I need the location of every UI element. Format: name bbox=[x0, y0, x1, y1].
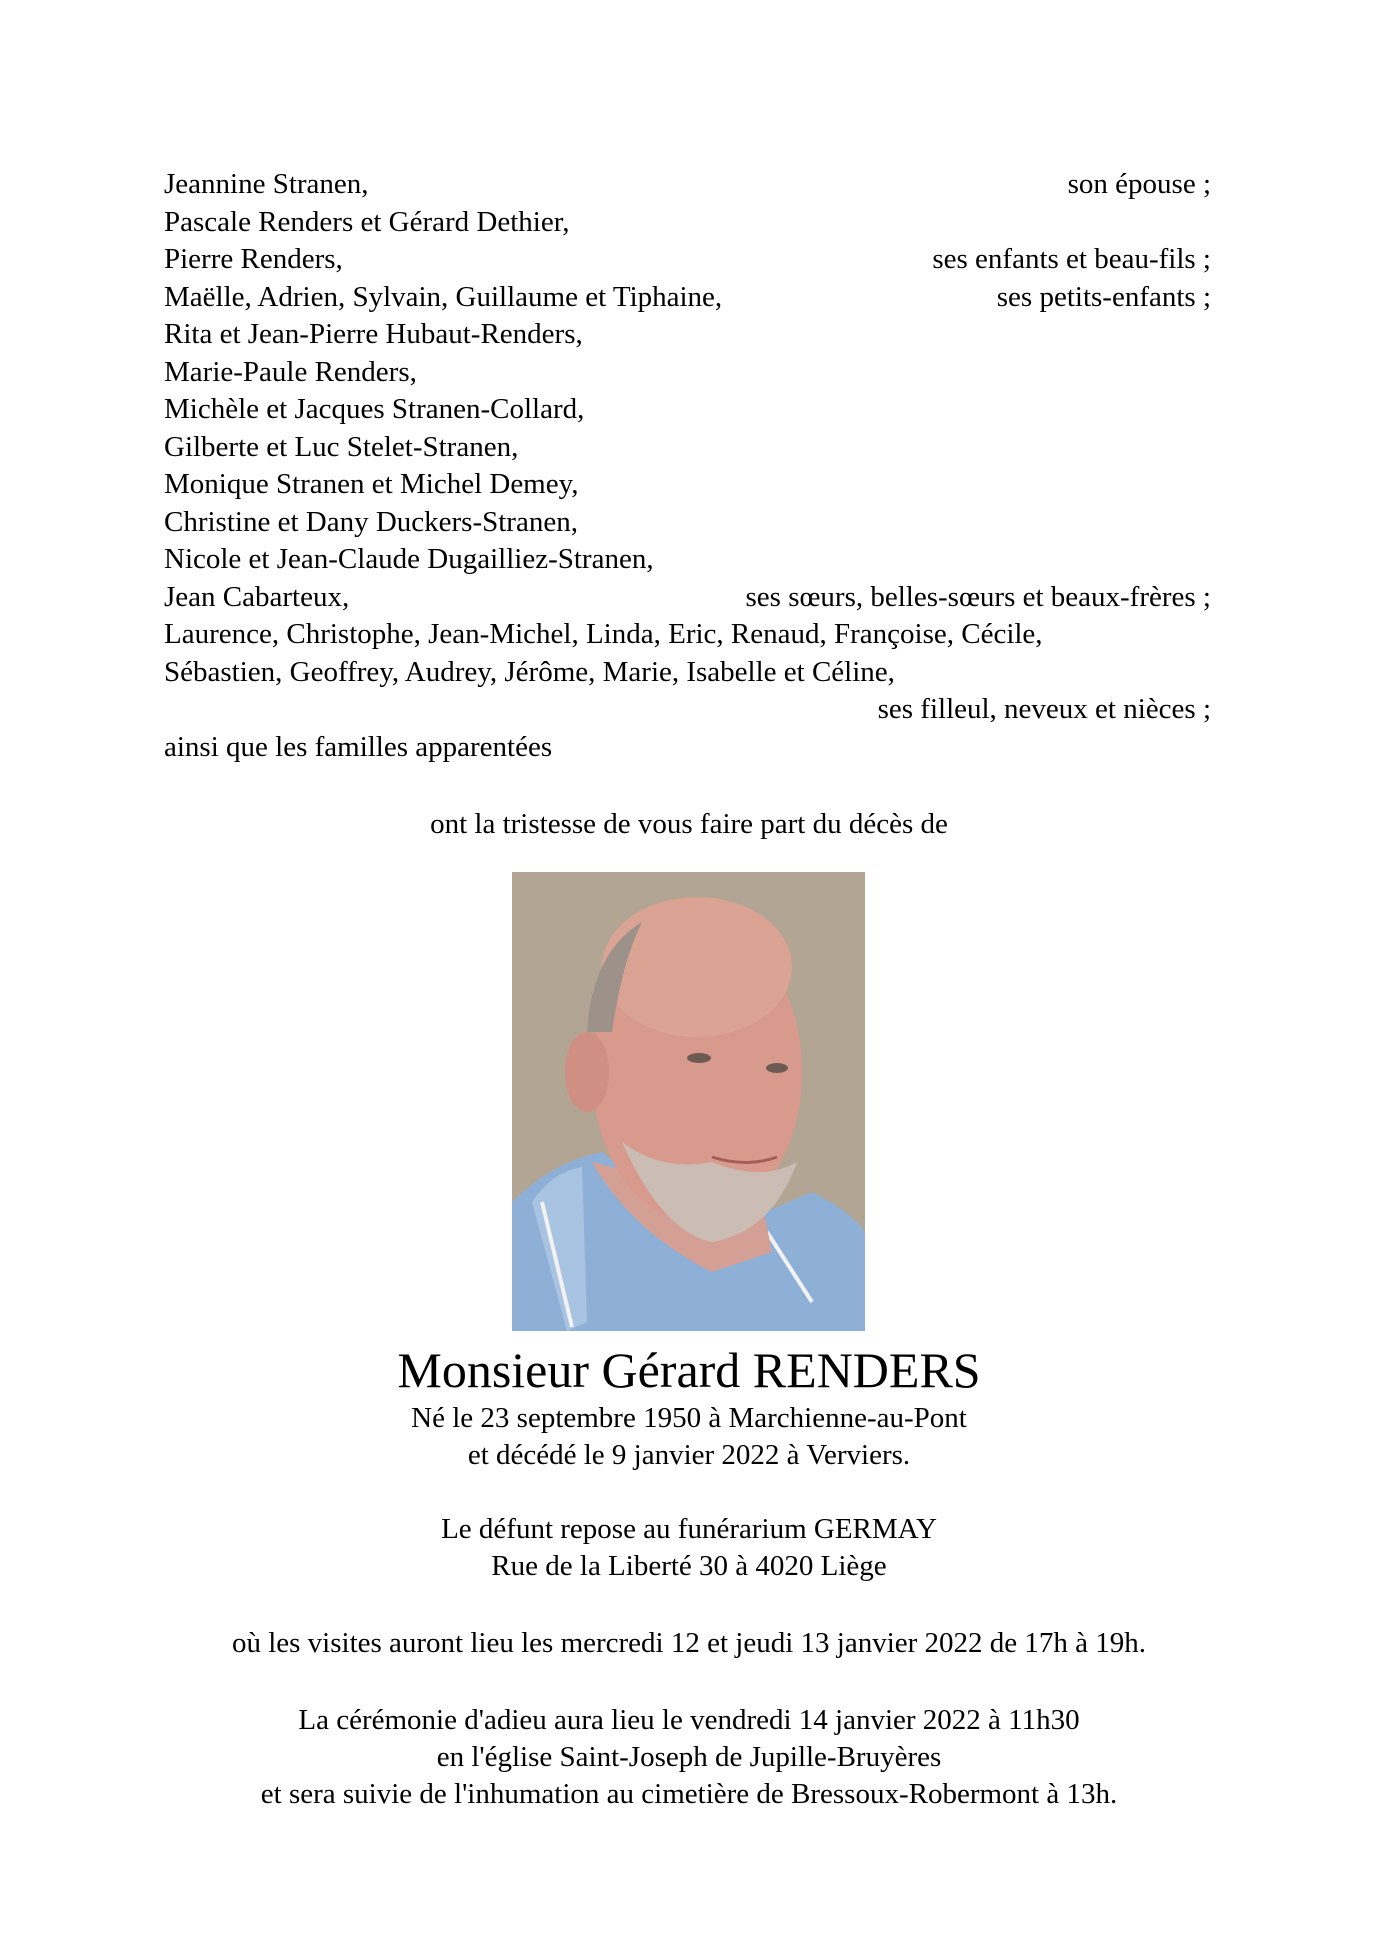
family-row bbox=[164, 429, 1211, 467]
family-row bbox=[164, 354, 1211, 392]
death-info: et décédé le 9 janvier 2022 à Verviers. bbox=[467, 1439, 911, 1471]
family-names: Michèle et Jacques Stranen-Collard, bbox=[164, 393, 585, 425]
family-relation: ses enfants et beau-fils ; bbox=[932, 243, 1211, 275]
funerarium-name: Le défunt repose au funérarium GERMAY bbox=[441, 1513, 937, 1545]
deceased-name: Monsieur Gérard RENDERS bbox=[397, 1342, 981, 1398]
birth-info: Né le 23 septembre 1950 à Marchienne-au-Pont bbox=[411, 1402, 967, 1434]
family-names: Gilberte et Luc Stelet-Stranen, bbox=[164, 430, 519, 463]
family-relation: ses filleul, neveux et nièces ; bbox=[877, 693, 1211, 725]
family-names: Monique Stranen et Michel Demey, bbox=[164, 468, 579, 500]
family-names: ainsi que les familles apparentées bbox=[164, 730, 553, 763]
family-row bbox=[164, 204, 1211, 242]
ceremony-line-1: La cérémonie d'adieu aura lieu le vendredi 14 janvier 2022 à 11h30 bbox=[298, 1704, 1080, 1736]
portrait-illustration bbox=[512, 872, 865, 1331]
family-row bbox=[164, 391, 1211, 429]
family-row bbox=[164, 541, 1211, 579]
family-row bbox=[164, 241, 1211, 279]
family-names: Marie-Paule Renders, bbox=[164, 355, 417, 388]
family-row bbox=[164, 616, 1211, 654]
family-names: Maëlle, Adrien, Sylvain, Guillaume et Tiphaine, bbox=[164, 280, 723, 313]
family-relation: ses sœurs, belles-sœurs et beaux-frères ; bbox=[745, 580, 1211, 613]
family-row bbox=[164, 166, 1211, 204]
family-row bbox=[164, 691, 1211, 729]
visits-info: où les visites auront lieu les mercredi 12 et jeudi 13 janvier 2022 de 17h à 19h. bbox=[231, 1627, 1147, 1659]
family-names: Nicole et Jean-Claude Dugailliez-Stranen, bbox=[164, 543, 654, 575]
portrait-photo bbox=[512, 872, 865, 1331]
family-row bbox=[164, 654, 1211, 692]
ceremony-line-3: et sera suivie de l'inhumation au cimetière de Bressoux-Robermont à 13h. bbox=[260, 1778, 1118, 1810]
family-names: Sébastien, Geoffrey, Audrey, Jérôme, Marie, Isabelle et Céline, bbox=[164, 655, 895, 688]
family-relation: ses petits-enfants ; bbox=[996, 280, 1211, 313]
ceremony-line-2: en l'église Saint-Joseph de Jupille-Bruyères bbox=[436, 1741, 942, 1773]
family-row bbox=[164, 466, 1211, 504]
announcement-intro: ont la tristesse de vous faire part du décès de bbox=[430, 808, 948, 840]
family-row bbox=[164, 316, 1211, 354]
family-relation: son épouse ; bbox=[1067, 168, 1211, 200]
funerarium-address: Rue de la Liberté 30 à 4020 Liège bbox=[491, 1550, 887, 1582]
family-names: Pierre Renders, bbox=[164, 243, 343, 275]
family-row bbox=[164, 729, 1211, 767]
family-names: Pascale Renders et Gérard Dethier, bbox=[164, 205, 570, 238]
family-row bbox=[164, 579, 1211, 617]
family-names: Jeannine Stranen, bbox=[164, 168, 369, 200]
family-names: Laurence, Christophe, Jean-Michel, Linda, Eric, Renaud, Françoise, Cécile, bbox=[164, 618, 1043, 650]
family-row bbox=[164, 504, 1211, 542]
family-names: Christine et Dany Duckers-Stranen, bbox=[164, 505, 578, 538]
family-names: Jean Cabarteux, bbox=[164, 580, 350, 613]
family-names: Rita et Jean-Pierre Hubaut-Renders, bbox=[164, 318, 583, 350]
family-row bbox=[164, 279, 1211, 317]
family-list bbox=[164, 166, 1211, 766]
